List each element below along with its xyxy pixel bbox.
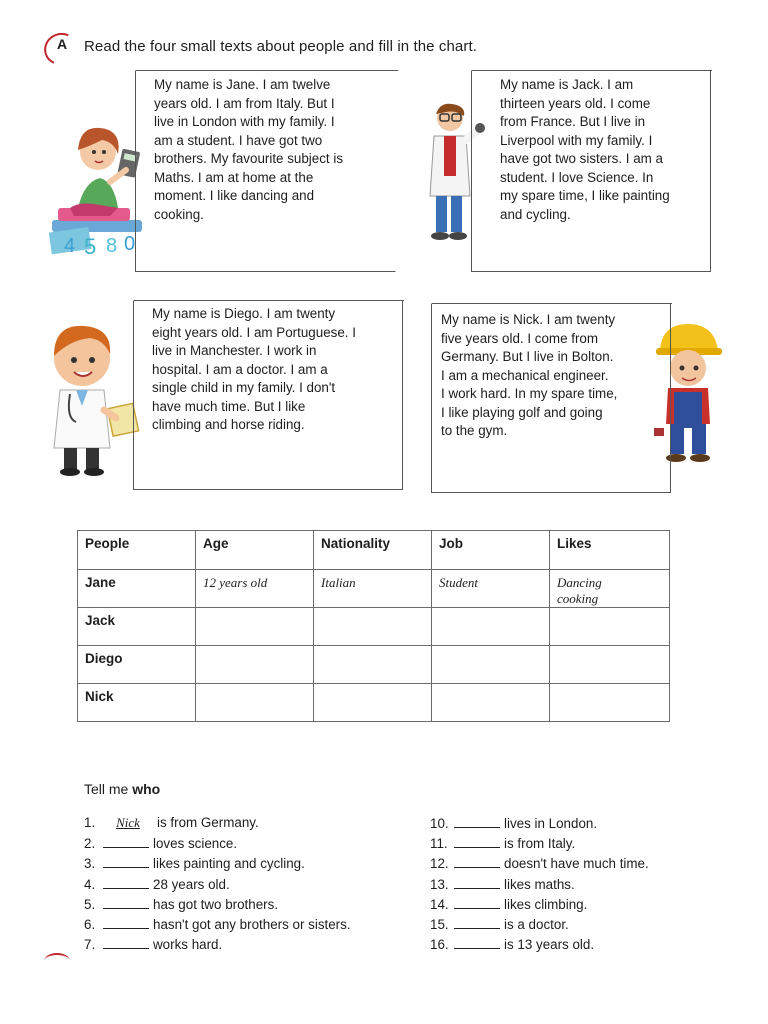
question-number: 16. <box>430 937 449 953</box>
section-badge-letter: A <box>56 36 68 52</box>
row-name: Jack <box>78 608 196 646</box>
cell-age[interactable] <box>196 684 314 722</box>
question-text: likes maths. <box>504 876 575 892</box>
question-number: 3. <box>84 856 96 872</box>
answer-blank[interactable] <box>454 916 500 929</box>
tell-bold: who <box>132 781 161 797</box>
answer-blank[interactable] <box>103 855 149 868</box>
cell-likes[interactable] <box>550 646 670 684</box>
cell-likes[interactable]: Dancing cooking <box>550 570 670 608</box>
paragraph-nick: My name is Nick. I am twenty five years old. I come from Germany. But I live in Bolton. I am a mechanical engineer. I work hard. In my spare time, I like playing golf and going to the gym. <box>441 312 618 438</box>
question-text: is from Germany. <box>157 815 259 830</box>
answer-blank[interactable] <box>103 916 149 929</box>
table-row <box>78 684 670 722</box>
row-name: Nick <box>78 684 196 722</box>
svg-text:5: 5 <box>84 234 97 259</box>
paragraph-jack: My name is Jack. I am thirteen years old. I come from France. But I live in Liverpool with my family. I have got two sisters. I am a student. I love Science. In my spare time, I like painting and cycling. <box>500 77 670 222</box>
question-item <box>430 815 649 835</box>
row-name: Jane <box>78 570 196 608</box>
header-job: Job <box>432 531 550 570</box>
svg-text:8: 8 <box>106 235 118 257</box>
question-number: 10. <box>430 816 449 831</box>
table-row <box>78 646 670 684</box>
cell-age[interactable]: 12 years old <box>196 570 314 608</box>
question-text: lives in London. <box>504 816 598 831</box>
girl-with-calculator-icon <box>48 112 148 262</box>
question-item <box>84 936 351 956</box>
question-number: 1. <box>84 815 96 830</box>
answer-blank[interactable] <box>454 835 500 848</box>
header-age: Age <box>196 531 314 570</box>
question-text: is from Italy. <box>504 836 576 852</box>
question-text: doesn't have much time. <box>504 856 649 872</box>
cell-nationality[interactable] <box>314 684 432 722</box>
question-item <box>430 896 649 916</box>
cell-likes[interactable] <box>550 608 670 646</box>
question-item <box>84 815 351 835</box>
answer-blank[interactable] <box>103 835 149 848</box>
header-likes: Likes <box>550 531 670 570</box>
question-number: 13. <box>430 876 449 892</box>
cell-nationality[interactable] <box>314 608 432 646</box>
questions-right-column <box>430 815 649 956</box>
questions-left-column <box>84 815 351 956</box>
answer-blank[interactable] <box>103 896 149 909</box>
paragraph-jane: My name is Jane. I am twelve years old. I am from Italy. But I live in London with my family. I am a student. I have got two brothers. My favourite subject is Maths. I am at home at the moment. I like dancing and cooking. <box>154 77 344 222</box>
question-item <box>430 876 649 896</box>
question-item <box>430 855 649 875</box>
question-text: works hard. <box>153 937 223 953</box>
answer-blank[interactable] <box>454 936 500 949</box>
question-item <box>84 855 351 875</box>
cell-likes[interactable] <box>550 684 670 722</box>
header-people: People <box>78 531 196 570</box>
question-item <box>430 916 649 936</box>
question-item <box>430 835 649 855</box>
question-number: 15. <box>430 916 449 932</box>
question-number: 14. <box>430 896 449 912</box>
question-item <box>84 916 351 936</box>
cell-nationality[interactable] <box>314 646 432 684</box>
paragraph-diego: My name is Diego. I am twenty eight years old. I am Portuguese. I live in Manchester. I work in hospital. I am a doctor. I am a single child in my family. I don't have much time. But I like climbing and horse riding. <box>152 306 356 432</box>
question-text: hasn't got any brothers or sisters. <box>153 916 351 932</box>
question-item <box>84 896 351 916</box>
question-number: 4. <box>84 876 96 892</box>
instruction-text: Read the four small texts about people and fill in the chart. <box>84 38 477 55</box>
question-text: likes painting and cycling. <box>153 856 305 872</box>
answer-blank[interactable] <box>454 876 500 889</box>
svg-text:0: 0 <box>124 233 136 255</box>
cell-nationality[interactable]: Italian <box>314 570 432 608</box>
question-number: 7. <box>84 937 96 953</box>
answer-blank[interactable] <box>103 936 149 949</box>
table-header-row <box>78 531 670 570</box>
cell-job[interactable] <box>432 684 550 722</box>
question-item <box>84 876 351 896</box>
tell-prefix: Tell me <box>84 781 133 797</box>
question-number: 5. <box>84 896 96 912</box>
table-row <box>78 608 670 646</box>
cell-age[interactable] <box>196 608 314 646</box>
answer-blank[interactable] <box>454 896 500 909</box>
question-item <box>430 936 649 956</box>
question-number: 6. <box>84 916 96 932</box>
svg-text:4: 4 <box>64 235 76 257</box>
answer-blank[interactable]: Nick <box>116 815 140 830</box>
cell-job[interactable]: Student <box>432 570 550 608</box>
question-text: is 13 years old. <box>504 937 595 953</box>
header-nationality: Nationality <box>314 531 432 570</box>
answer-blank[interactable] <box>103 876 149 889</box>
question-text: loves science. <box>153 836 238 852</box>
answer-blank[interactable] <box>454 855 500 868</box>
question-item <box>84 835 351 855</box>
cell-age[interactable] <box>196 646 314 684</box>
question-number: 12. <box>430 856 449 872</box>
cell-job[interactable] <box>432 608 550 646</box>
question-number: 11. <box>430 836 448 852</box>
question-text: 28 years old. <box>153 876 230 892</box>
table-row <box>78 570 670 608</box>
question-number: 2. <box>84 836 96 852</box>
question-text: likes climbing. <box>504 896 588 912</box>
tell-me-who-heading <box>84 781 160 797</box>
people-chart-table <box>77 530 670 722</box>
cell-job[interactable] <box>432 646 550 684</box>
doctor-icon <box>40 318 140 480</box>
row-name: Diego <box>78 646 196 684</box>
answer-blank[interactable] <box>454 815 500 828</box>
question-text: is a doctor. <box>504 916 569 932</box>
next-section-badge-arc <box>44 953 70 969</box>
question-text: has got two brothers. <box>153 896 279 912</box>
